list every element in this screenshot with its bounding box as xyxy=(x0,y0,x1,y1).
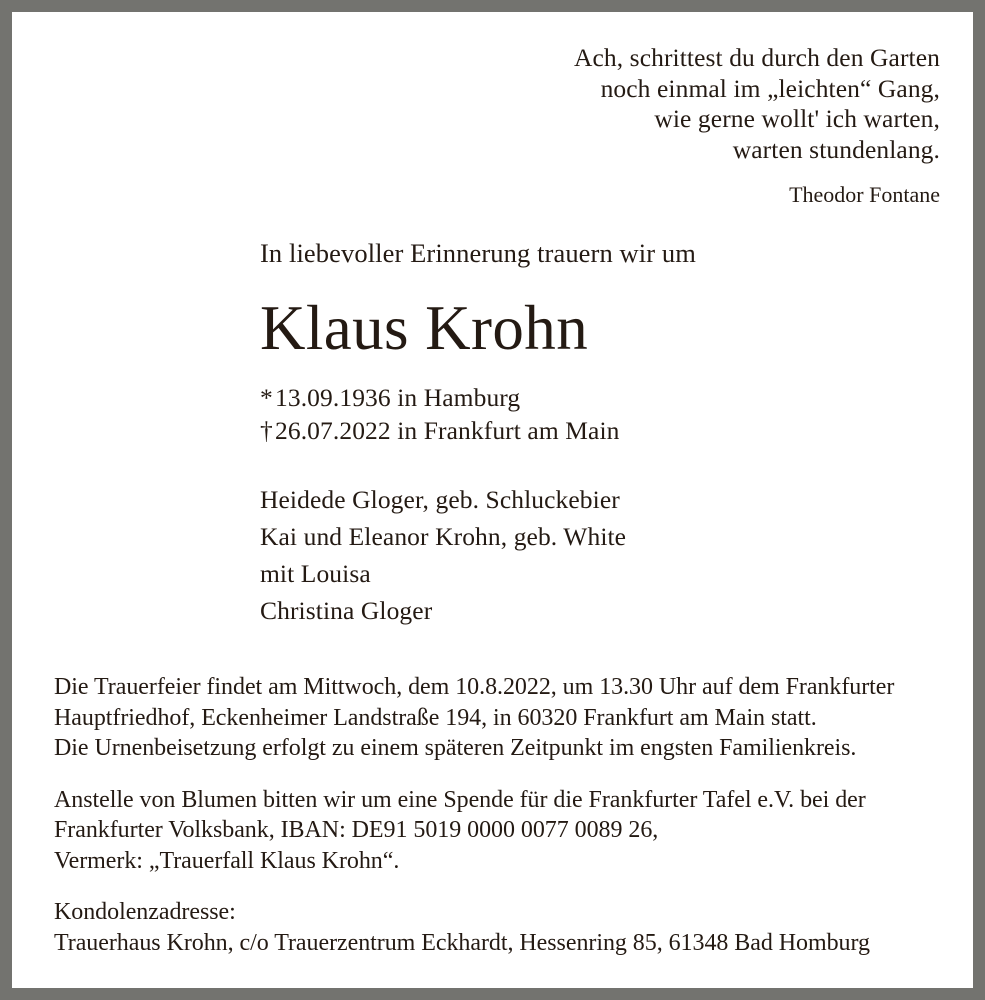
poem-line-4: warten stundenlang. xyxy=(732,134,940,164)
poem-line-1: Ach, schrittest du durch den Garten xyxy=(573,43,940,72)
birth-date-text: 13.09.1936 in Hamburg xyxy=(275,383,521,412)
donation-paragraph xyxy=(54,785,940,877)
funeral-service-paragraph xyxy=(54,672,940,764)
life-dates xyxy=(260,382,940,447)
funeral-service-line: Hauptfriedhof, Eckenheimer Landstraße 194, in 60320 Frankfurt am Main statt. xyxy=(54,704,817,731)
condolence-address-paragraph xyxy=(54,897,940,958)
birth-star-icon: * xyxy=(260,383,273,412)
survivor-line: mit Louisa xyxy=(260,559,371,588)
poem-attribution: Theodor Fontane xyxy=(789,182,940,207)
survivor-line: Heidede Gloger, geb. Schluckebier xyxy=(260,485,620,514)
memorial-block xyxy=(260,237,940,629)
funeral-service-line: Die Trauerfeier findet am Mittwoch, dem 10.8.2022, um 13.30 Uhr auf dem Frankfurter xyxy=(54,674,895,700)
death-date-line xyxy=(260,415,940,448)
donation-reference-line: Vermerk: „Trauerfall Klaus Krohn“. xyxy=(54,847,400,874)
donation-line: Anstelle von Blumen bitten wir um eine Spende für die Frankfurter Tafel e.V. bei der xyxy=(54,786,866,813)
survivor-line: Christina Gloger xyxy=(260,596,433,625)
notice-details xyxy=(54,672,940,958)
survivors-list xyxy=(260,481,940,629)
poem-line-2: noch einmal im „leichten“ Gang, xyxy=(600,73,940,103)
condolence-address-line: Trauerhaus Krohn, c/o Trauerzentrum Eckhardt, Hessenring 85, 61348 Bad Homburg xyxy=(54,929,870,956)
death-cross-icon: † xyxy=(260,415,273,445)
deceased-name: Klaus Krohn xyxy=(260,293,589,363)
funeral-service-line: Die Urnenbeisetzung erfolgt zu einem späteren Zeitpunkt im engsten Familienkreis. xyxy=(54,735,857,761)
condolence-label: Kondolenzadresse: xyxy=(54,899,236,925)
survivor-line: Kai und Eleanor Krohn, geb. White xyxy=(260,522,627,551)
death-date-text: 26.07.2022 in Frankfurt am Main xyxy=(275,415,620,445)
donation-iban-line: Frankfurter Volksbank, IBAN: DE91 5019 0000 0077 0089 26, xyxy=(54,817,659,843)
notice-content xyxy=(12,12,973,988)
memorial-poem xyxy=(52,43,940,208)
poem-line-3: wie gerne wollt' ich warten, xyxy=(654,104,940,133)
mourning-intro-text: In liebevoller Erinnerung trauern wir um xyxy=(260,238,696,268)
birth-date-line xyxy=(260,382,940,415)
